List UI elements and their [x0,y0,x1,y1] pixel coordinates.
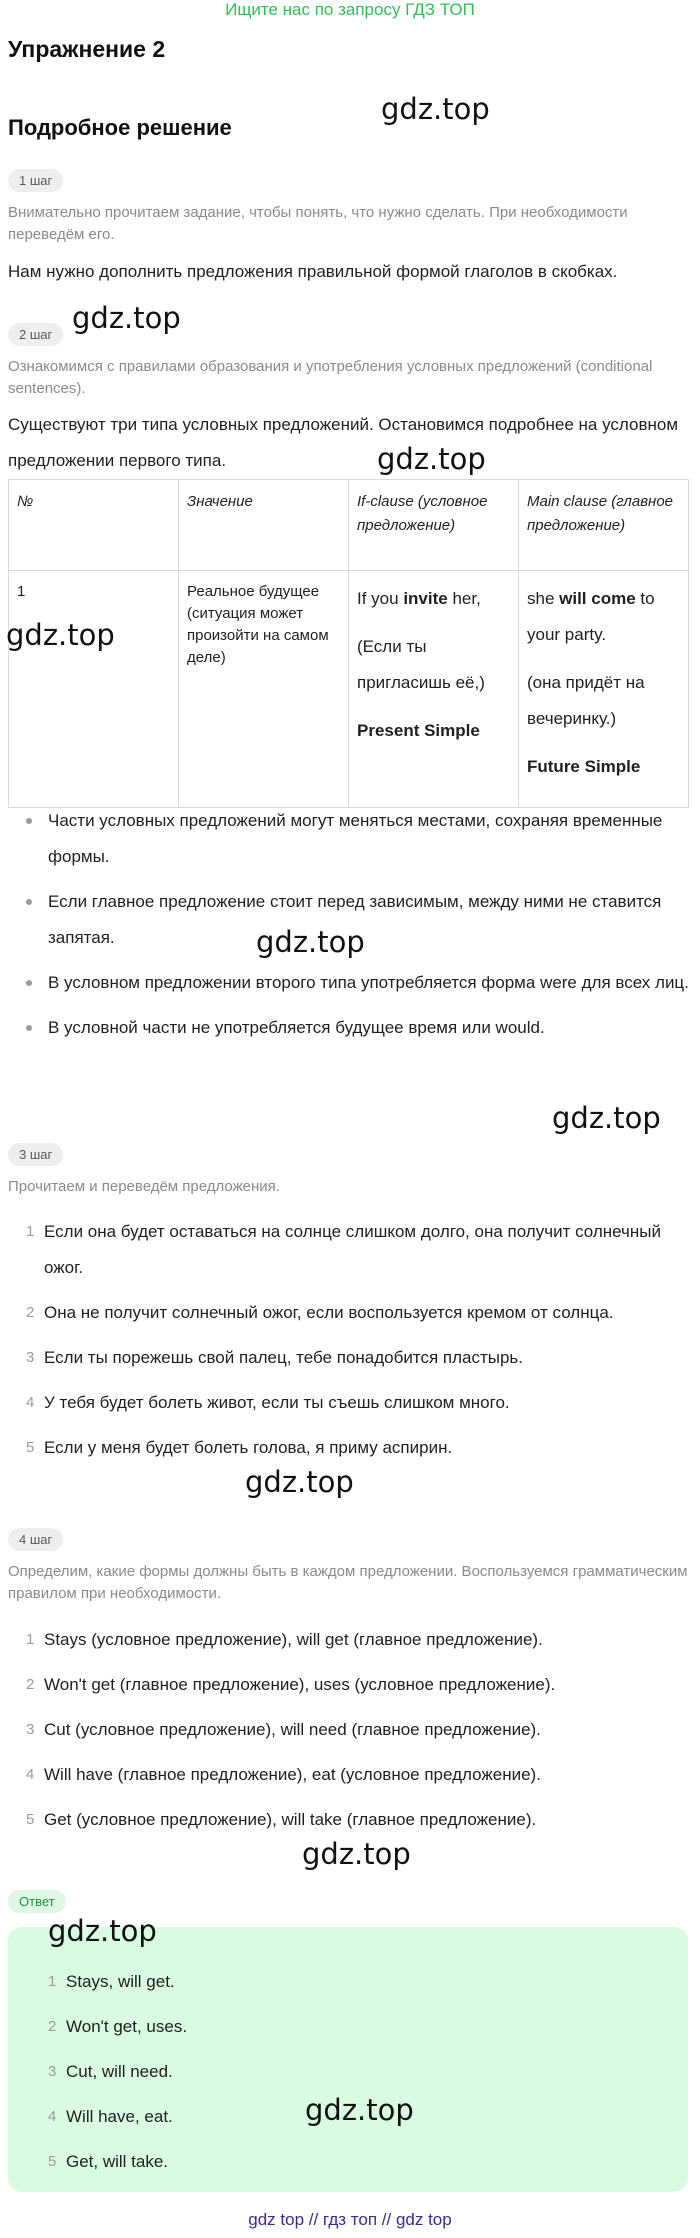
step4-note: Определим, какие формы должны быть в каждом предложении. Воспользуемся грамматическим правилом при необходимости. [8,1563,688,1602]
answer-list-wrap [30,1964,670,2189]
step-badge-4: 4 шаг [8,1528,63,1551]
step-badge-3: 3 шаг [8,1143,63,1166]
step-badge-1: 1 шаг [8,169,63,192]
table-cell-if-clause [349,571,519,808]
list-item: В условном предложении второго типа употребляется форма were для всех лиц. [8,965,692,1001]
list-item: 2 Она не получит солнечный ожог, если воспользуется кремом от солнца. [26,1303,614,1322]
watermark: gdz.top [302,1837,411,1871]
table-row [9,571,689,808]
list-item: 1 Stays (условное предложение), will get (главное предложение). [26,1630,543,1649]
list-item: 2 Won't get, uses. [48,2017,188,2036]
step1-note: Внимательно прочитаем задание, чтобы понять, что нужно сделать. При необходимости переведём его. [8,204,628,243]
answer-badge: Ответ [8,1890,66,1913]
watermark: gdz.top [245,1465,354,1499]
if-example: If you invite her, [357,589,481,608]
translations-list-wrap [8,1214,692,1475]
if-translation: (Если ты пригласишь её,) [357,637,485,692]
list-item: 4 У тебя будет болеть живот, если ты съешь слишком много. [26,1393,510,1412]
step2-note: Ознакомимся с правилами образования и употребления условных предложений (conditional sentences). [8,358,653,397]
list-item: 2 Won't get (главное предложение), uses (условное предложение). [26,1675,556,1694]
list-item: 5 Если у меня будет болеть голова, я приму аспирин. [26,1438,453,1457]
list-item: Части условных предложений могут меняться местами, сохраняя временные формы. [8,803,692,875]
list-item: 3 Если ты порежешь свой палец, тебе понадобится пластырь. [26,1348,524,1367]
answer-list [30,1964,670,2180]
main-example: she will come to your party. [527,589,655,644]
list-item: 4 Will have (главное предложение), eat (условное предложение). [26,1765,541,1784]
watermark: gdz.top [72,301,181,335]
watermark: gdz.top [305,2093,414,2127]
list-item: В условной части не употребляется будущее время или would. [8,1010,692,1046]
watermark: gdz.top [552,1101,661,1135]
step2-intro: Существуют три типа условных предложений. Остановимся подробнее на условном предложении первого типа. [8,415,679,470]
watermark: gdz.top [6,618,115,652]
watermark: gdz.top [48,1914,157,1948]
table-header-row [9,480,689,571]
table-header: If-clause (условное предложение) [349,480,519,571]
list-item: 3 Cut (условное предложение), will need (главное предложение). [26,1720,541,1739]
list-item: 3 Cut, will need. [48,2062,173,2081]
top-banner[interactable]: Ищите нас по запросу ГДЗ ТОП [225,0,475,19]
watermark: gdz.top [381,92,490,126]
main-tense: Future Simple [527,757,641,776]
forms-list-wrap [8,1622,692,1847]
step1-text: Нам нужно дополнить предложения правильной формой глаголов в скобках. [8,262,618,281]
list-item: 4 Will have, eat. [48,2107,173,2126]
exercise-title: Упражнение 2 [8,36,166,62]
watermark: gdz.top [256,925,365,959]
table-cell-meaning: Реальное будущее (ситуация может произойти на самом деле) [179,571,349,808]
table-header: № [9,480,179,571]
list-item: 5 Get (условное предложение), will take (главное предложение). [26,1810,537,1829]
translations-list [8,1214,692,1466]
footer-links[interactable]: gdz top // гдз топ // gdz top [248,2210,452,2229]
step-badge-2: 2 шаг [8,323,63,346]
step3-note: Прочитаем и переведём предложения. [8,1178,280,1195]
table-cell-number: 1 [9,571,179,808]
table-cell-main-clause [519,571,689,808]
solution-heading: Подробное решение [8,115,232,140]
table-header: Значение [179,480,349,571]
list-item: 1 Если она будет оставаться на солнце слишком долго, она получит солнечный ожог. [26,1222,662,1277]
watermark: gdz.top [377,442,486,476]
table-header: Main clause (главное предложение) [519,480,689,571]
forms-list [8,1622,692,1838]
main-translation: (она придёт на вечеринку.) [527,673,645,728]
list-item: 5 Get, will take. [48,2152,169,2171]
if-tense: Present Simple [357,721,480,740]
list-item: Если главное предложение стоит перед зависимым, между ними не ставится запятая. [8,884,692,956]
list-item: 1 Stays, will get. [48,1972,175,1991]
